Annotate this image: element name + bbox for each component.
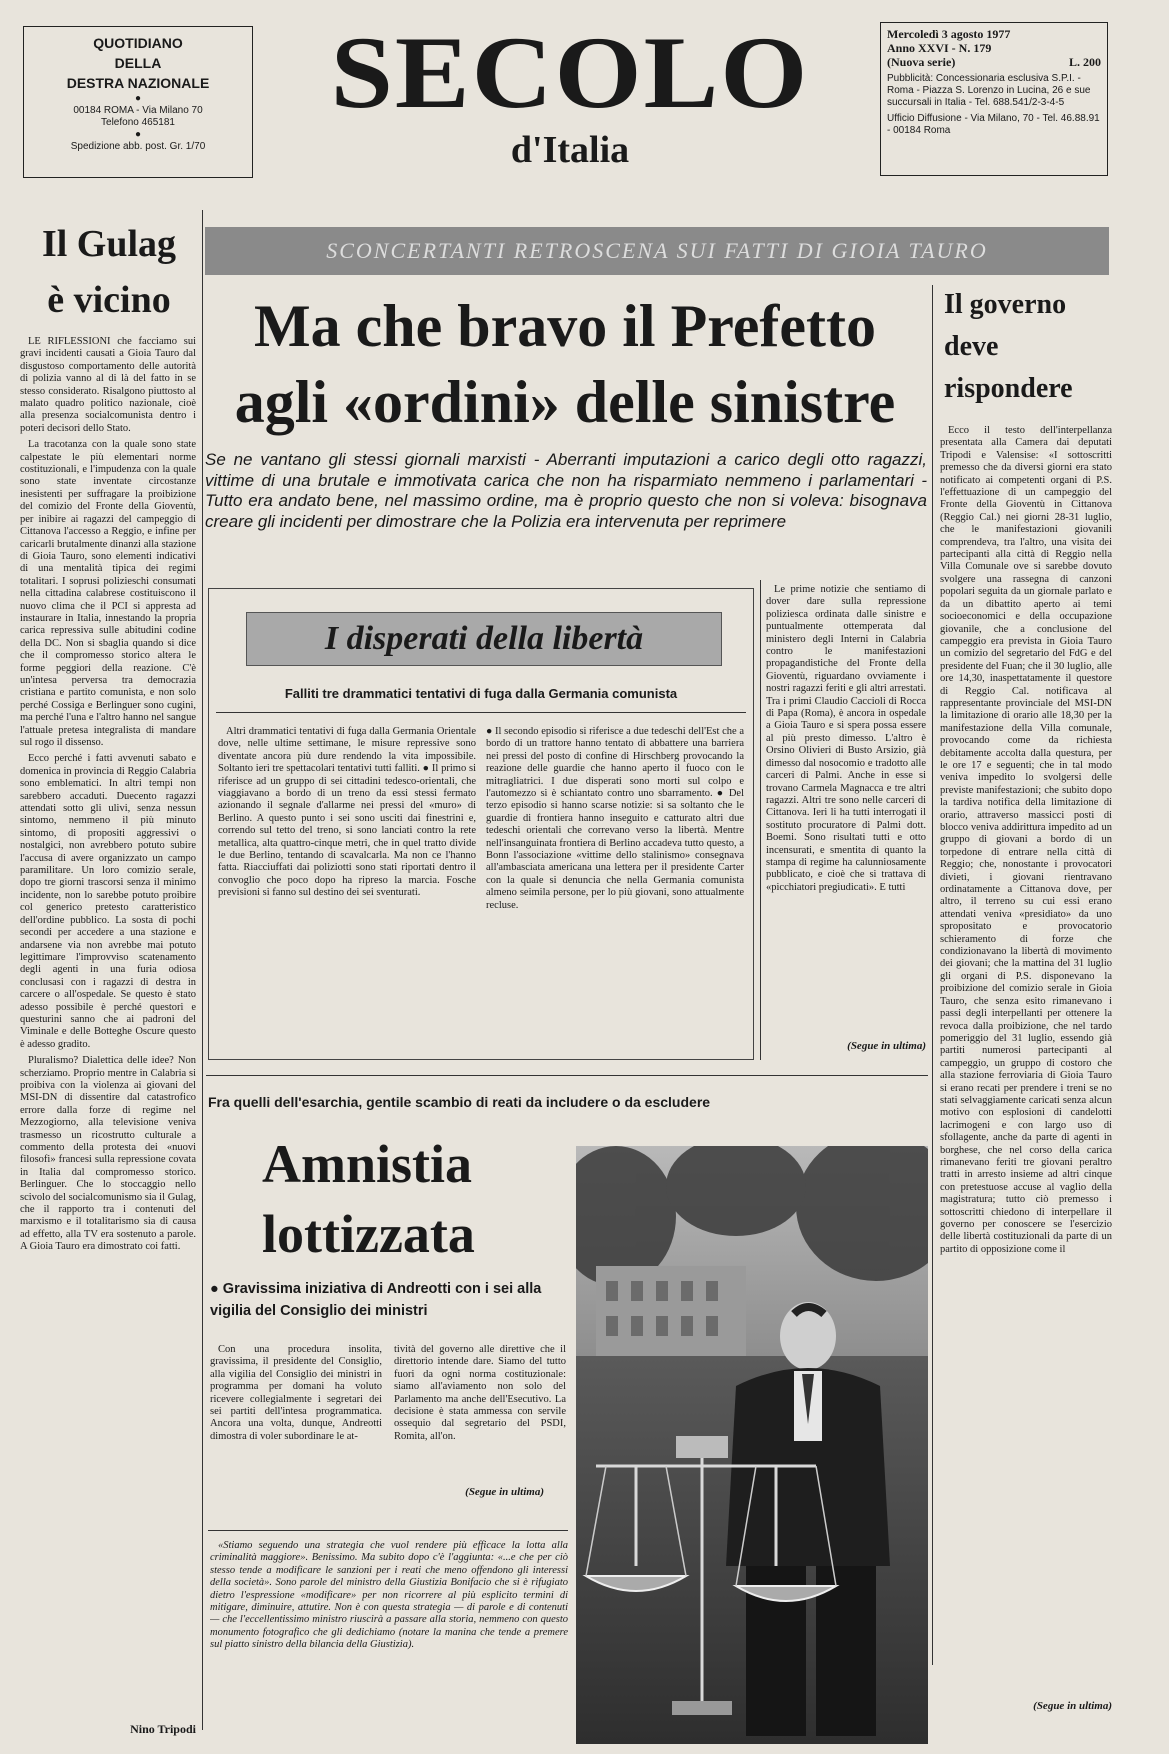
amnesty-lower-text: «Stiamo seguendo una strategia che vuol rendere più efficace la lotta alla criminalità maggiore». Benissimo. Ma subito dopo c'è l'aggiunta: «...e che per ciò stesso tende a modificare le sanzioni per i reati che meno offendono gli interessi della società». Sono parole del ministro della Giustizia Bonifacio che si è rifugiato dietro l'espressione «modificare» per non ricorrere al più esplicito termini di mitigare, diminuire, attutire. Non è con questa strategia — di parole e di contenuti — che l'eccellentissimo ministro riuscirà a passare alla storia, nemmeno con questo monumento fotografico che gli dedichiamo (notare la manina che tende a premere sul piatto sinistro della bilancia della Giustizia). — [210, 1540, 568, 1651]
amnesty-deck: ● Gravissima iniziativa di Andreotti con i sei alla vigilia del Consiglio dei ministri — [210, 1281, 542, 1319]
amnesty-continued: (Segue in ultima) — [465, 1486, 544, 1498]
kicker-text: SCONCERTANTI RETROSCENA SUI FATTI DI GIOIA TAURO — [326, 238, 988, 263]
phone: Telefono 465181 — [101, 117, 175, 128]
photo-illustration — [576, 1146, 928, 1744]
bullet-icon: ● — [134, 129, 142, 140]
masthead-left-box — [23, 26, 253, 178]
box-headline-banner — [246, 612, 722, 666]
box-subhead: Falliti tre drammatici tentativi di fuga dalla Germania comunista — [284, 686, 678, 701]
main-headline-1: Ma che bravo il Prefetto — [253, 293, 876, 359]
tagline-line1: QUOTIDIANO — [93, 35, 183, 51]
left-article-body — [20, 336, 196, 1716]
main-deck: Se ne vantano gli stessi giornali marxisti - Aberranti imputazioni a carico degli otto ragazzi, vittime di una brutale e immotivata carica che non ha risparmiato nemmeno i parlamentari - Tutto era andato bene, nel massimo ordine, ma è proprio questo che non si voleva: bisognava creare gli incidenti per dimostrare che la Polizia era intervenuta per reprimere — [205, 450, 927, 531]
amnesty-headline-2: lottizzata — [262, 1204, 475, 1264]
newspaper-title: SECOLO — [330, 15, 810, 131]
left-paragraph: La tracotanza con la quale sono state calpestate le più elementari norme costituzionali, e l'impudenza con la quale sono state inventate circostanze inesistenti per suffragare la proibizione del comizio del Fronte della Gioventù, per inibire ai ragazzi del campeggio di Cittanova l'accesso a Reggio, e infine per caricarli brutalmente dinanzi alla stazione di Gioia Tauro, sono elementi indicativi di una mentalità tipica dei regimi totalitari. I soprusi polizieschi consumati nella cittadina calabrese costituiscono il nuovo clima che il PCI si appresta ad instaurare in Italia, innestando la propria carica repressiva sulle abitudini codine della DC. Non si sbaglia quando si dice che il compromesso storico altera le forme peggiori della reazione. C'è un'intesa perversa tra democrazia cristiana e partito comunista, e non solo perché Cossiga e Berlinguer sono cugini, ma perché l'una e l'altro hanno nel sangue l'attuale pretesa integralista di mandare sul rogo il dissenso. — [20, 439, 196, 748]
newspaper-subtitle: d'Italia — [510, 129, 630, 171]
left-author: Nino Tripodi — [130, 1722, 196, 1736]
box-col1: Altri drammatici tentativi di fuga dalla Germania Orientale dove, nelle ultime settimane, le misure repressive sono diventate ancora più dure rendendo la vita impossibile. Soltanto ieri tre spettacolari tentativi tutti falliti. ● Il primo si riferisce ad un gruppo di sei cittadini tedesco-orientali, che viaggiavano a bordo di un treno da essi stessi fermato azionando il segnale d'allarme nei pressi del «muro» di Berlino. A questo punto i sei sono usciti dai finestrini e, correndo sul tetto del treno, si sono lanciati contro la rete metallica, alta quattro-cinque metri, che in quel tratto divide le due Berlino, tentando di scavalcarla. Ma non ce l'hanno fatta. Riacciuffati dai poliziotti sono stati riportati dentro il convoglio che poco dopo ha ripreso la marcia. Fosche previsioni si fanno sul destino dei sei sventurati. — [218, 726, 476, 899]
tagline-line2: DELLA — [114, 55, 162, 71]
amnesty-col1: Con una procedura insolita, gravissima, il presidente del Consiglio, alla vigilia del Consiglio dei ministri in programma per domani ha voluto ricevere collegialmente i segretari dei sei partiti dell'intesa programmatica. Ancora una volta, dunque, Andreotti dimostra di voler subordinare le at- — [210, 1344, 382, 1442]
box-continued: (Segue in ultima) — [847, 1040, 926, 1052]
amnesty-col2: tività del governo alle direttive che il direttorio intende dare. Siamo del tutto fuori da ogni norma costituzionale: siamo all'aviamento non solo del Parlamento ma anche dell'Esecutivo. La decisione è stata ammessa con servile ossequio dal segretario del PSDI, Romita, all'on. — [394, 1344, 566, 1442]
main-headline-2: agli «ordini» delle sinistre — [234, 369, 896, 435]
left-paragraph: LE RIFLESSIONI che facciamo sui gravi incidenti causati a Gioia Tauro dal disgustoso comportamento delle autorità di polizia vanno al di là del fatto in se stesso considerato. Risalgono piuttosto al malato quadro politico nazionale, cioè alla presenza socialcomunista dentro i poteri decisori dello Stato. — [20, 336, 196, 434]
left-headline-1: Il Gulag — [41, 223, 177, 265]
box-col3: Le prime notizie che sentiamo di dover dare sulla repressione poliziesca ordinata dalle sinistre e puntualmente ottemperata dal ministero degli Interni in Calabria contro le manifestazioni propagandistiche del Fronte della Gioventù, riguardano ovviamente i nostri ragazzi feriti e gli altri arrestati. Tra i primi Claudio Caccioli di Rocca di Papa (Roma), è ancora in ospedale a Gioia Tauro e si spera possa essere al più presto dimesso. L'altro è Orsino Olivieri di Busto Arsizio, già dimesso dal nosocomio e tradotto alle carceri di Palmi. Anche in esse si trovano Carmela Magnacca e tre altri ragazzi. Altri tre sono nelle carceri di Cittanova. Ieri li ha tutti interrogati il sostituto procuratore di Palmi dott. Boemi. Sono risultati tutti e otto incensurati, e smentita di quanto la stampa di regime ha calunniosamente pubblicato, e cioè che si trattava di «picchiatori pregiudicati». E tutti — [766, 584, 926, 893]
right-headline-1: Il governo — [944, 289, 1067, 320]
left-paragraph: Pluralismo? Dialettica delle idee? Non scherziamo. Proprio mentre in Calabria si proibiva con la violenza ai giovani del MSI-DN di dissentire dal catastrofico errore dalla forze di regime nel Mezzogiorno, alla televisione veniva trasmesso un ricostrutto culturale a commento della protesta dei «nuovi filosofi» francesi sulla repressione covata in Italia dal compromesso storico. Berlinguer. Che lo stoccaggio nello scivolo del socialcomunismo sia il Gulag, che il rapporto tra i contenuti del marxismo e il totalitarismo sia di causa ad effetto, alla TV era sostenuto a parole. A Gioia Tauro era dimostrato coi fatti. — [20, 1055, 196, 1253]
address: 00184 ROMA - Via Milano 70 — [73, 105, 203, 116]
left-headline-2: è vicino — [47, 279, 171, 321]
masthead-right-box — [880, 22, 1108, 176]
right-headline-2: deve — [944, 331, 999, 362]
issue-number: Anno XXVI - N. 179 — [887, 41, 992, 55]
tagline-line3: DESTRA NAZIONALE — [66, 75, 210, 91]
box-divider — [216, 712, 746, 713]
box-col2: ● Il secondo episodio si riferisce a due tedeschi dell'Est che a bordo di un trattore hanno tentato di abbattere una barriera nei pressi del posto di confine di Hirschberg provocando la reazione delle guardie che hanno aperto il fuoco con le mitragliatrici. I due disperati sono morti sul colpo e l'automezzo si è schiantato contro uno sbarramento. ● Del terzo episodio si hanno scarse notizie: si sa soltanto che le guardie di frontiera hanno inseguito e catturato altri due tedeschi orientali che correvano verso la libertà. Mentre nell'insanguinata frontiera di Berlino accadeva tutto questo, a Bonn l'associazione «vittime dello stalinismo» consegnava all'ambasciata americana una lettera per il presidente Carter con la quale si denuncia che nella Germania comunista almeno seimila persone, per lo più giovani, sono attualmente recluse. — [486, 726, 744, 911]
right-article-body: Ecco il testo dell'interpellanza presentata alla Camera dai deputati Tripodi e Valensise: «I sottoscritti premesso che da diversi giorni era stato notificato ai competenti organi di P.S. l'effettuazione di un campeggio del Fronte della Gioventù in Cittanova (Reggio Cal.) nei giorni 28-31 luglio, che le manifestazioni giovanili comprendeva, tra l'altro, una visita dei partecipanti alla città di Reggio nella Villa Comunale ove si sarebbe dovuto svolgere una rassegna di canzoni popolari seguita da un giornale parlato e da un dibattito aperto ai temi socioeconomici e della occupazione giovanile, che a conclusione del campeggio era prevista in Gioia Tauro un comizio del segretario del FdG e del presidente del Fuan; che il 30 luglio, alle ore 14,30, inaspettatamente il questore di Reggio Cal. notificava al rappresentante provinciale del MSI-DN la limitazione di orario alle 18,30 per la manifestazione della Villa comunale, provocando come da richiesta debitamente accolta dalla questura, per le ore 17 e seguenti; che in tal modo veniva impedito lo svolgersi delle previste manifestazioni; che subito dopo la tardiva notifica della limitazione di orario, attraverso massicci posti di blocco veniva addirittura impedito ad un gruppo di giovani a bordo di un torpedone di entrare nella città di Reggio; che, nonostante i provocatori divieti, i giovani rientravano ordinatamente a Cittanova dove, per altro, il terreno su cui essi erano attendati veniva «presidiato» da uno spropositato e provocatorio schieramento di forze che condizionavano la libertà di movimento dei giovani; che la mattina del 31 luglio gli organi di P.S. disponevano la proibizione del comizio serale in Gioia Tauro, che senza esito rimanevano i passi degli interpellanti per ottenere la revoca dalla proibizione, che nel tardo pomeriggio del 31 luglio, essendo già partiti numerosi partecipanti al campeggio, un gruppo di costoro che alla stazione ferroviaria di Gioia Tauro si erano recati per prendere i treni se no stati selvaggiamente caricati senza alcun motivo con esplosioni di candelotti lacrimogeni e con largo uso di sfollagente, anche da parte di agenti in borghese, che nel corso della carica rimanevano feriti tre giovani peraltro tratti in arresto insieme ad altri cinque con pretestuose accuse al vaglio della magistratura; tutto ciò premesso i sottoscritti chiedono di interpellare il governo per conoscere se l'esercizio delle libertà costituzionali da parte di un partito di opposizione come il — [940, 425, 1112, 1255]
right-continued: (Segue in ultima) — [1033, 1700, 1112, 1712]
amnesty-divider — [208, 1530, 568, 1531]
column-divider — [202, 210, 203, 1730]
bullet-icon: ● — [134, 93, 142, 104]
issue-series: (Nuova serie) — [887, 55, 956, 69]
amnesty-kicker: Fra quelli dell'esarchia, gentile scambio di reati da includere o da escludere — [208, 1094, 711, 1110]
diffusion-info: Ufficio Diffusione - Via Milano, 70 - Tel. 46.88.91 - 00184 Roma — [887, 113, 1100, 136]
column-divider — [932, 285, 933, 1665]
photo-minister-scales — [576, 1146, 928, 1744]
right-headline-3: rispondere — [944, 373, 1073, 404]
kicker-banner — [205, 227, 1109, 275]
issue-price: L. 200 — [1068, 55, 1101, 69]
shipping: Spedizione abb. post. Gr. 1/70 — [70, 141, 206, 152]
amnesty-headline-1: Amnistia — [262, 1134, 473, 1194]
advertising-info: Pubblicità: Concessionaria esclusiva S.P.I. - Roma - Piazza S. Lorenzo in Lucina, 26 e sue succursali in Italia - Tel. 688.541/2-3-4-5 — [887, 73, 1091, 108]
box-headline: I disperati della libertà — [324, 620, 644, 657]
column-divider — [760, 580, 761, 1060]
left-paragraph: Ecco perché i fatti avvenuti sabato e domenica in provincia di Reggio Calabria sono emblematici. In altri tempi non sarebbero accaduti. Duecento ragazzi attendati sotto gli ulivi, senza nessun sintomo, nemmeno il più minuto sintomo, di propositi aggressivi o nostalgici, non avrebbero potuto subire l'accusa di avere organizzato un campo paramilitare. Un loro comizio serale, dopo tre giorni trascorsi senza il minimo incidente, non lo sarebbe potuto proibire col generico pretesto caratteristico dell'ordine pubblico. La sosta di pochi secondi per accedere a una stazione e andarsene via non avrebbe mai potuto legittimare l'improvviso scatenamento degli agenti in una furia odiosa conclusasi con i ragazzi di destra in carcere o all'ospedale. Se questo è stato adesso possibile è perché questori e questurini sanno che ai padroni del Viminale e delle Botteghe Oscure questo è adesso gradito. — [20, 753, 196, 1050]
issue-date: Mercoledì 3 agosto 1977 — [887, 27, 1011, 41]
section-divider — [206, 1075, 928, 1076]
